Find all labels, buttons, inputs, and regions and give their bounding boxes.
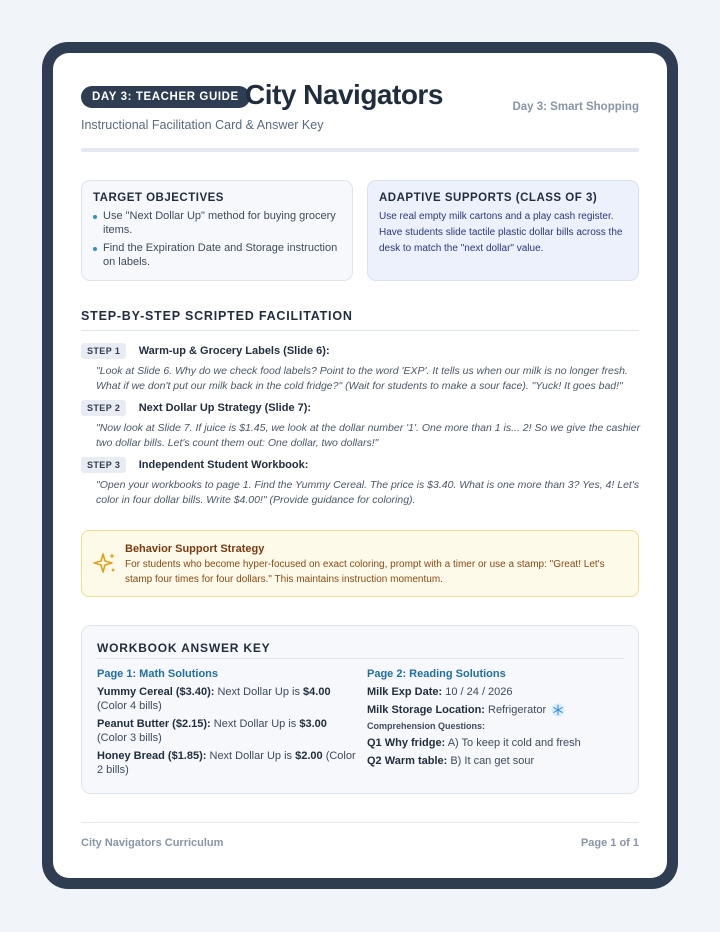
objective-item — [93, 209, 341, 237]
step-title: Independent Student Workbook: — [138, 458, 309, 471]
solution-note: (Color 3 bills) — [97, 732, 162, 744]
solution-amount: $4.00 — [303, 686, 331, 698]
reading-solutions — [367, 668, 627, 772]
step-tag: STEP 2 — [81, 400, 126, 416]
footer-divider — [81, 822, 639, 823]
solution-text: Next Dollar Up is — [217, 686, 300, 698]
objective-text: Find the Expiration Date and Storage instruction on labels. — [103, 242, 338, 268]
sparkle-icon — [93, 551, 117, 575]
bullet-icon — [93, 215, 97, 219]
storage-row — [367, 703, 627, 717]
step-tag: STEP 3 — [81, 457, 126, 473]
day-badge: DAY 3: TEACHER GUIDE — [81, 86, 250, 108]
step-script: "Now look at Slide 7. If juice is $1.45, we look at the dollar number '1'. One more than 1 is... 2! So we give the cashier two dollar bills. Let's count them out: One dollar, two dollars!" — [96, 422, 641, 449]
storage-value: Refrigerator — [488, 704, 547, 716]
answer-key-heading: WORKBOOK ANSWER KEY — [97, 641, 271, 655]
q2-label: Q2 Warm table: — [367, 755, 448, 768]
solution-item — [97, 717, 357, 745]
q1-label: Q1 Why fridge: — [367, 737, 446, 750]
behavior-support-box — [81, 530, 639, 597]
page-number: Page 1 of 1 — [580, 837, 639, 849]
objective-text: Use "Next Dollar Up" method for buying grocery items. — [103, 210, 336, 236]
solution-amount: $3.00 — [299, 718, 327, 730]
behavior-title: Behavior Support Strategy — [125, 543, 265, 555]
objectives-heading: TARGET OBJECTIVES — [93, 192, 224, 204]
comprehension-label: Comprehension Questions: — [367, 721, 486, 732]
reading-heading: Page 2: Reading Solutions — [367, 668, 506, 680]
step-3 — [81, 456, 641, 507]
solution-note: (Color 2 bills) — [97, 750, 356, 776]
exp-date-row — [367, 685, 627, 699]
item-label: Yummy Cereal ($3.40): — [97, 686, 215, 698]
behavior-text: For students who become hyper-focused on exact coloring, prompt with a timer or use a stamp: "Great! Let's stamp four times for four dollars." This maintains instruction momentum. — [125, 559, 605, 585]
solution-text: Next Dollar Up is — [213, 718, 297, 730]
section-divider — [81, 330, 639, 331]
step-script: "Open your workbooks to page 1. Find the Yummy Cereal. The price is $3.40. What is one more than 3? Yes, 4! Let's color in four dollar bills. Write $4.00!" (Provide guidance for coloring). — [96, 479, 640, 506]
target-objectives-box — [81, 180, 353, 281]
exp-date-value: 10 / 24 / 2026 — [445, 686, 513, 698]
objective-item — [93, 241, 341, 269]
header-divider — [81, 148, 639, 152]
adaptive-supports-box — [367, 180, 639, 281]
q2-answer: B) It can get sour — [450, 755, 535, 768]
math-heading: Page 1: Math Solutions — [97, 668, 219, 680]
facilitation-heading: STEP-BY-STEP SCRIPTED FACILITATION — [81, 309, 353, 323]
step-script: "Look at Slide 6. Why do we check food labels? Point to the word 'EXP'. It tells us when our milk is no longer fresh. What if we don't put our milk back in the cold fridge?" (Wait for students to make a sour face). "Yuck! It goes bad!" — [96, 365, 628, 392]
day-label: Day 3: Smart Shopping — [512, 101, 639, 113]
card-frame — [42, 42, 678, 889]
storage-label: Milk Storage Location: — [367, 704, 485, 716]
step-1 — [81, 342, 641, 393]
answer-key-divider — [97, 658, 624, 659]
step-tag: STEP 1 — [81, 343, 126, 359]
solution-item — [97, 685, 357, 713]
exp-date-label: Milk Exp Date: — [367, 686, 443, 698]
teacher-guide-card — [53, 53, 667, 878]
footer-curriculum: City Navigators Curriculum — [81, 837, 224, 849]
page-subtitle: Instructional Facilitation Card & Answer Key — [81, 118, 324, 132]
item-label: Peanut Butter ($2.15): — [97, 718, 211, 730]
step-2 — [81, 399, 641, 450]
answer-key-box — [81, 625, 639, 794]
question-1-row — [367, 736, 627, 750]
q1-answer: A) To keep it cold and fresh — [447, 737, 581, 750]
page-title: City Navigators — [245, 79, 443, 110]
snowflake-icon — [551, 703, 565, 717]
item-label: Honey Bread ($1.85): — [97, 750, 207, 762]
supports-text: Use real empty milk cartons and a play cash register. Have students slide tactile plastic dollar bills across the desk to match the "next dollar" value. — [379, 211, 623, 254]
solution-item — [97, 749, 357, 777]
solution-text: Next Dollar Up is — [209, 750, 293, 762]
math-solutions — [97, 668, 357, 781]
step-title: Next Dollar Up Strategy (Slide 7): — [138, 401, 312, 414]
step-title: Warm-up & Grocery Labels (Slide 6): — [138, 344, 330, 357]
solution-amount: $2.00 — [295, 750, 323, 762]
solution-note: (Color 4 bills) — [97, 700, 162, 712]
question-2-row — [367, 754, 627, 768]
bullet-icon — [93, 247, 97, 251]
supports-heading: ADAPTIVE SUPPORTS (CLASS OF 3) — [379, 192, 598, 204]
